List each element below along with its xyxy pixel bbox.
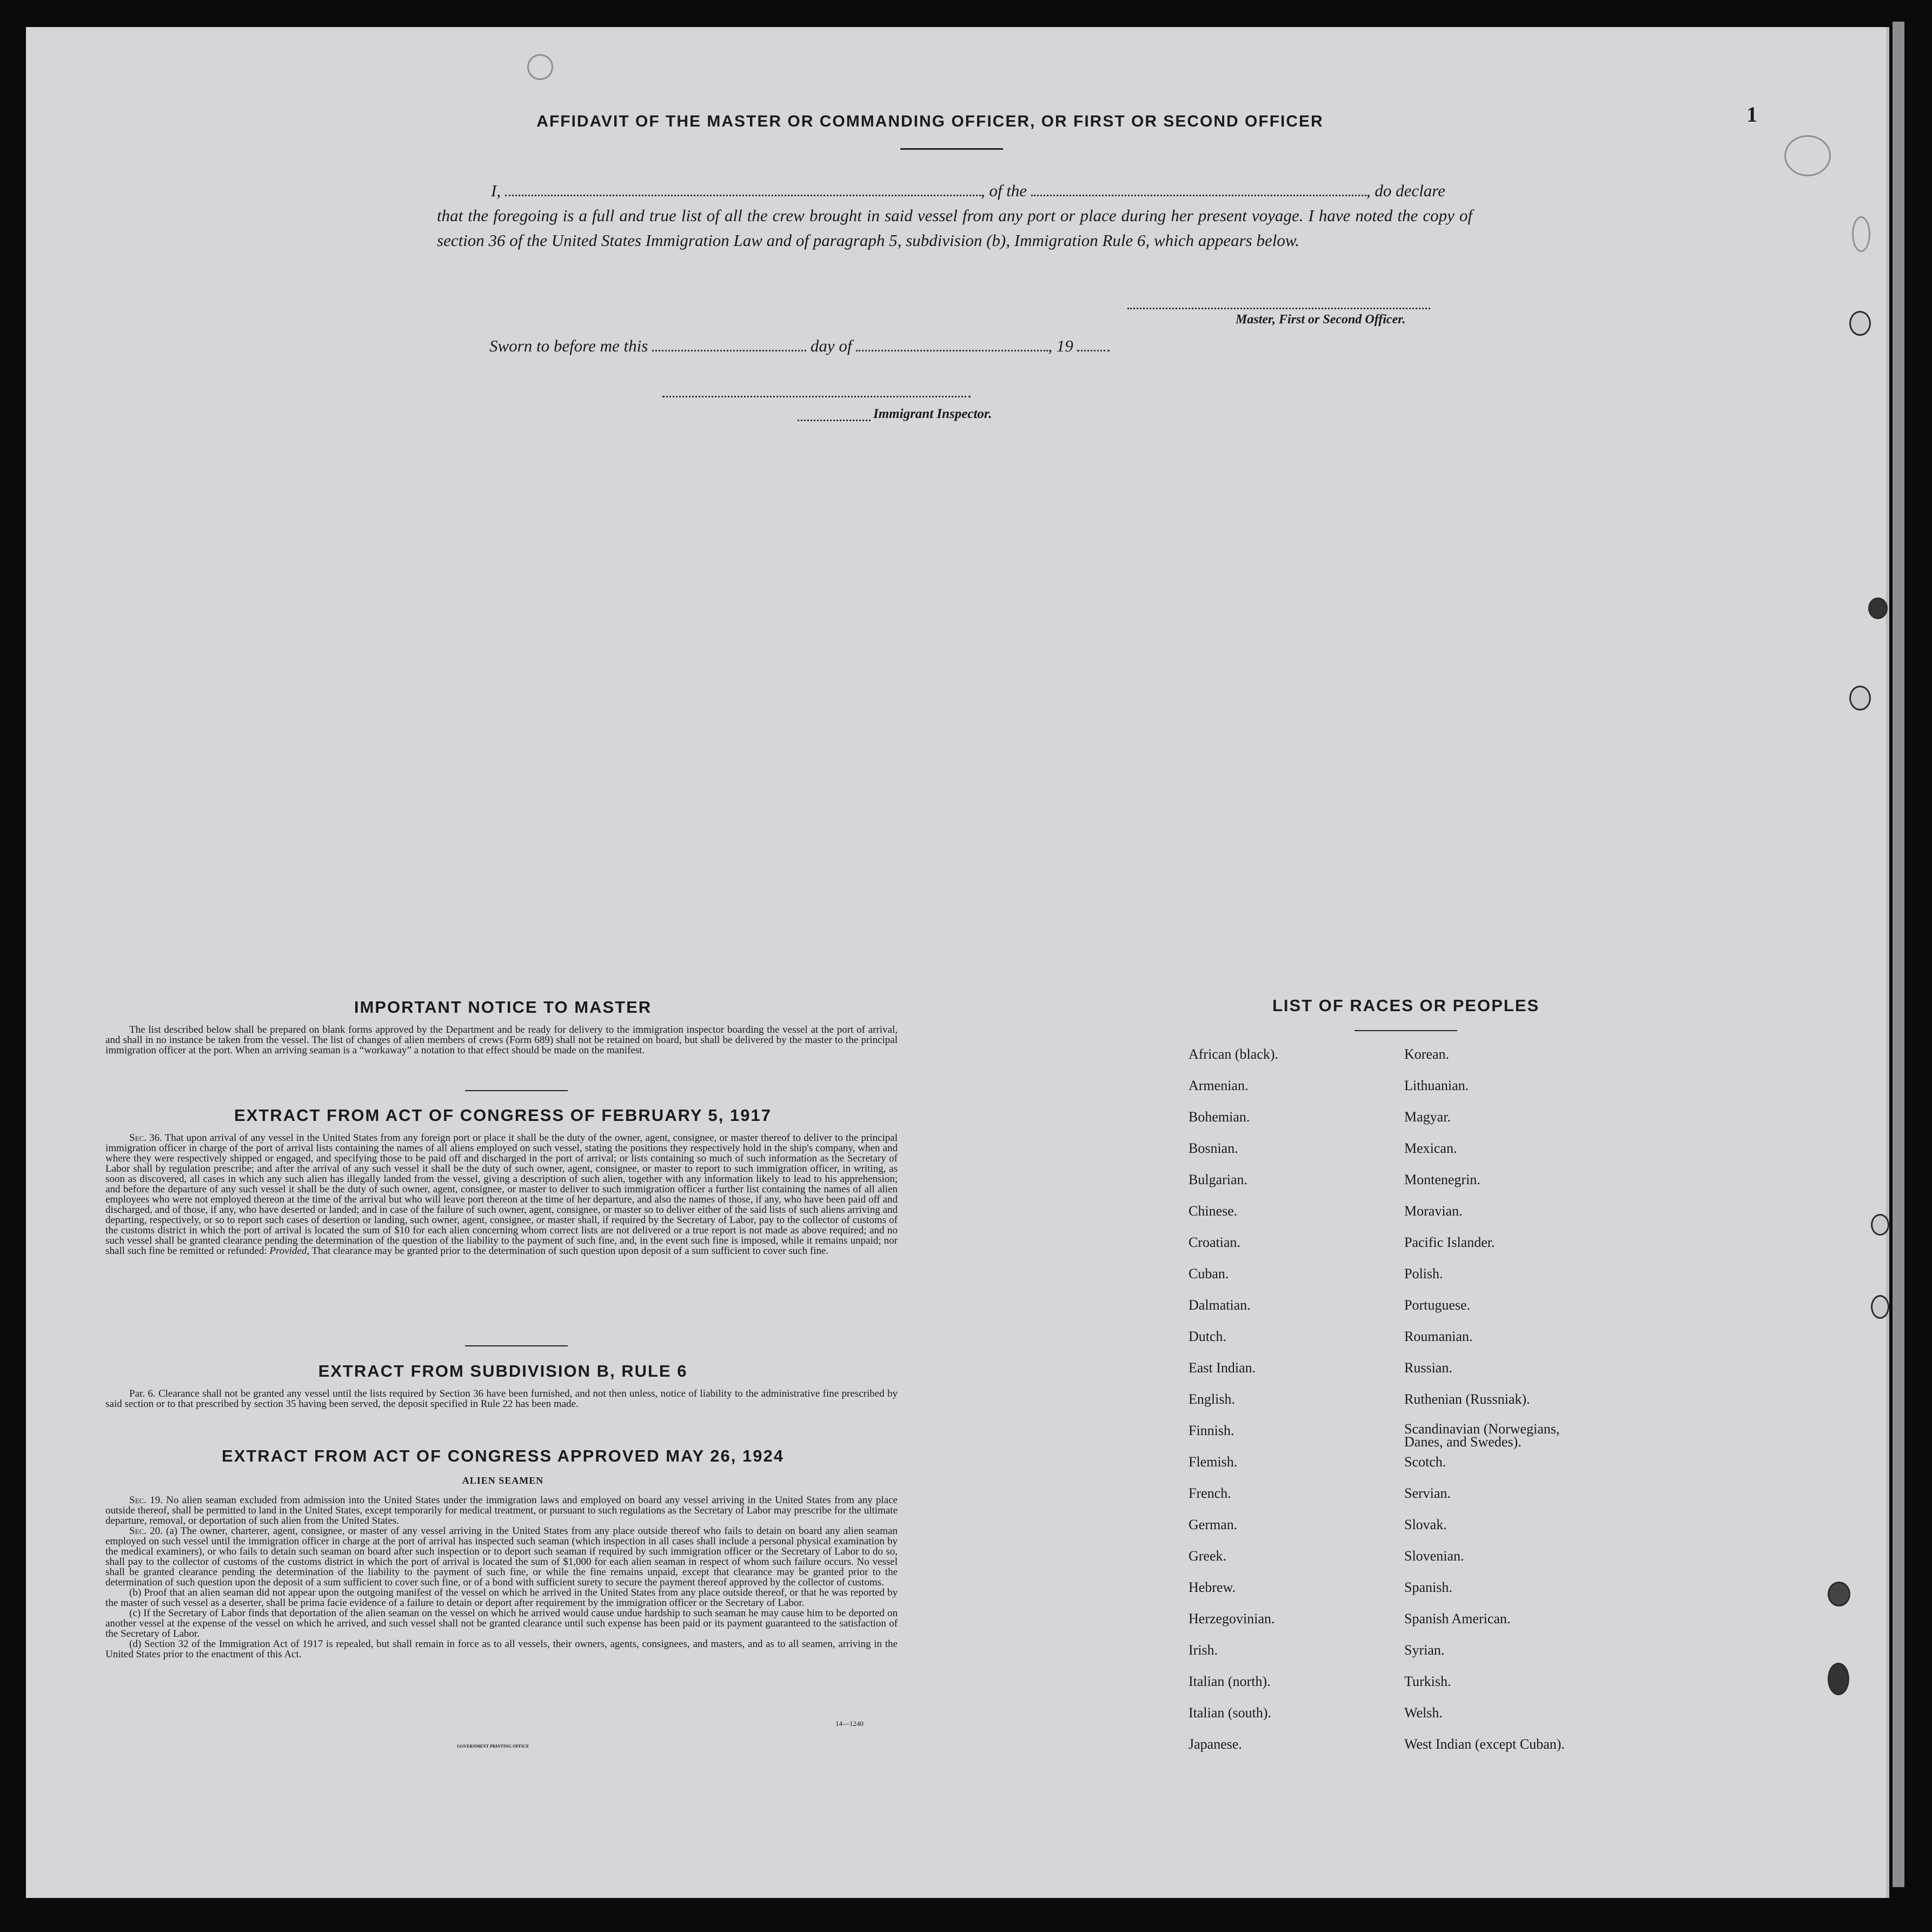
rule6-title: EXTRACT FROM SUBDIVISION B, RULE 6 xyxy=(318,1362,688,1380)
inspector-signature-lead xyxy=(798,417,871,421)
race-item: Scotch. xyxy=(1404,1454,1446,1470)
punch-hole xyxy=(1828,1582,1850,1606)
race-item: African (black). xyxy=(1189,1046,1279,1062)
punch-hole xyxy=(1871,1295,1889,1319)
punch-hole xyxy=(1828,1663,1849,1695)
sec20d-paragraph: (d) Section 32 of the Immigration Act of 1917 is repealed, but shall remain in force as to all vessels, their owners, agents, consignees, and masters, and as to all seamen, arriving in the United States prior to the enactment of this Act. xyxy=(105,1638,898,1660)
alien-seamen-subtitle: ALIEN SEAMEN xyxy=(462,1475,544,1486)
proviso-body: That clearance may be granted prior to the determination of such question upon deposit of a sum sufficient to cover such fine. xyxy=(311,1245,829,1257)
race-item: Turkish. xyxy=(1404,1674,1451,1689)
race-item: Bohemian. xyxy=(1189,1109,1250,1125)
race-item: Servian. xyxy=(1404,1485,1451,1501)
sec20c-paragraph: (c) If the Secretary of Labor finds that deportation of the alien seaman on the vessel on which he arrived would cause undue hardship to such seaman he may cause him to be deported on another vessel at the expense of the vessel on which he arrived, and such vessel shall not be granted clearance until such expense has been paid or its payment guaranteed to the satisfaction of the Secretary of Labor. xyxy=(105,1608,898,1639)
rule6-text: Par. 6. Clearance shall not be granted any vessel until the lists required by Section 36 have been furnished, and not then unless, notice of liability to the administrative fine prescribed by said section or to that prescribed by section 35 having been served, the deposit specified in Rule 22 has been made. xyxy=(105,1388,898,1410)
races-title: LIST OF RACES OR PEOPLES xyxy=(1272,996,1540,1015)
race-item: Finnish. xyxy=(1189,1423,1234,1438)
sec19-body: No alien seaman excluded from admission into the United States under the immigration laws and employed on board any vessel arriving in the United States from any place outside thereof, shall be permitted to land in the United States, except temporarily for medical treatment, or pursuant to such regulations as the Secretary of Labor may prescribe for the ultimate departure, removal, or deportation of such alien from the United States. xyxy=(105,1495,898,1526)
race-item: Moravian. xyxy=(1404,1203,1463,1219)
race-item: Pacific Islander. xyxy=(1404,1234,1495,1250)
notice-title: IMPORTANT NOTICE TO MASTER xyxy=(354,998,652,1017)
race-item: Scandinavian (Norwegians, Danes, and Swedes). xyxy=(1404,1421,1560,1450)
vessel-name-field[interactable] xyxy=(1031,192,1366,196)
race-item: Lithuanian. xyxy=(1404,1078,1469,1093)
paper-mark xyxy=(1784,135,1831,176)
race-item: Japanese. xyxy=(1189,1736,1242,1752)
race-item: Ruthenian (Russniak). xyxy=(1404,1391,1530,1407)
race-item: Flemish. xyxy=(1189,1454,1238,1470)
race-item: Chinese. xyxy=(1189,1203,1238,1219)
race-item: Greek. xyxy=(1189,1548,1227,1564)
margin-mark: 1 xyxy=(1747,102,1757,127)
paper-mark xyxy=(527,54,553,80)
declarant-of-label: , of the xyxy=(980,181,1027,200)
declarant-prefix: I, xyxy=(491,181,501,200)
declaration-line xyxy=(437,178,1472,203)
race-item: Korean. xyxy=(1404,1046,1450,1062)
race-item: Montenegrin. xyxy=(1404,1172,1480,1187)
race-item: Hebrew. xyxy=(1189,1579,1236,1595)
sec20a-paragraph xyxy=(105,1526,898,1588)
sworn-line xyxy=(489,336,1110,356)
races-right-column xyxy=(1404,1046,1631,1768)
punch-hole xyxy=(1868,597,1888,619)
extract-1924-text xyxy=(105,1495,898,1659)
inspector-signature-field[interactable] xyxy=(662,394,971,397)
sec19-label: Sec. 19. xyxy=(129,1495,163,1506)
sworn-month-field[interactable] xyxy=(856,348,1048,351)
race-item: Italian (north). xyxy=(1189,1674,1271,1689)
races-rule xyxy=(1355,1030,1457,1031)
race-item: Russian. xyxy=(1404,1360,1452,1376)
declarant-name-field[interactable] xyxy=(505,192,981,196)
race-item: Bulgarian. xyxy=(1189,1172,1248,1187)
race-item: French. xyxy=(1189,1485,1231,1501)
race-item: English. xyxy=(1189,1391,1235,1407)
sworn-year-label: , 19 xyxy=(1048,336,1073,355)
race-item: Armenian. xyxy=(1189,1078,1249,1093)
page-edge xyxy=(1893,22,1904,1887)
section-rule xyxy=(465,1345,568,1346)
extract-1917-title: EXTRACT FROM ACT OF CONGRESS OF FEBRUARY 5, 1917 xyxy=(234,1106,772,1125)
sworn-year-field[interactable] xyxy=(1077,348,1110,351)
race-item: Spanish. xyxy=(1404,1579,1452,1595)
race-item: Magyar. xyxy=(1404,1109,1451,1125)
race-item: Dutch. xyxy=(1189,1329,1227,1344)
race-item: Italian (south). xyxy=(1189,1705,1272,1721)
sec20a-body: (a) The owner, charterer, agent, consignee, or master of any vessel arriving in the United States from any place outside thereof who fails to detain on board any alien seaman employed on such vessel until the immigration officer in charge at the port of arrival has inspected such seaman (which inspection in all cases shall include a personal physical examination by the medical examiners), or who fails to detain such seaman on board after such inspection or to deport such seaman if required by such immigration officer or the Secretary of Labor to do so, shall pay to the collector of customs of the customs district in which the port of arrival is located the sum of $1,000 for each alien seaman in respect of whom such failure occurs. No vessel shall be granted clearance pending the determination of the liability to the payment of such fine, or while the fine remains unpaid, except that clearance may be granted prior to the determination of such question upon the deposit of a sum sufficient to cover such fine, or of a bond with sufficient surety to secure the payment thereof approved by the collector of customs. xyxy=(105,1525,898,1588)
title-rule xyxy=(900,148,1003,150)
declare-label: , do declare xyxy=(1366,181,1445,200)
punch-hole xyxy=(1849,311,1871,336)
punch-hole xyxy=(1849,686,1871,711)
form-number: 14—1240 xyxy=(835,1719,864,1728)
notice-text: The list described below shall be prepared on blank forms approved by the Department and be ready for delivery to the immigration inspector boarding the vessel at the port of arrival, and shall in no instance be taken from the vessel. The list of changes of alien members of crews (Form 689) shall not be retained on board, but shall be delivered by the master to the principal immigration officer at the port. When an arriving seaman is a “workaway” a notation to that effect should be made on the manifest. xyxy=(105,1024,898,1056)
race-item: Portuguese. xyxy=(1404,1297,1471,1313)
race-item: East Indian. xyxy=(1189,1360,1256,1376)
race-item: Slovenian. xyxy=(1404,1548,1464,1564)
sec36-body: That upon arrival of any vessel in the United States from any foreign port or place it shall be the duty of the owner, agent, consignee, or master thereof to deliver to the principal immigration officer in charge of the port of arrival lists containing the names of all aliens employed on such vessel, stating the positions they respectively hold in the ship's company, when and where they were respectively shipped or engaged, and specifying those to be paid off and discharged in the port of arrival; or lists containing so much of such information as the Secretary of Labor shall by regulation prescribe; and after the arrival of any such vessel it shall be the duty of such owner, agent, consignee, or master to report to such immigration officer, in writing, as soon as discovered, all cases in which any such alien has illegally landed from the vessel, giving a description of such alien, together with any information likely to lead to his apprehension; and before the departure of any such vessel it shall be the duty of such owner, agent, consignee, or master to deliver to such immigration officer a further list containing the names of all alien employees who were not employed thereon at the time of the arrival but who will leave port thereon at the time of her departure, and also the names of those, if any, who have been paid off and discharged, and of those, if any, who have deserted or landed; and in case of the failure of such owner, agent, consignee, or master so to deliver either of the said lists of such aliens arriving and departing, respectively, or so to report such cases of desertion or landing, such owner, agent, consignee, or master shall, if required by the Secretary of Labor, pay to the collector of customs of the customs district in which the port of arrival is located the sum of $10 for each alien concerning whom correct lists are not delivered or a true report is not made as above required; and no such vessel shall be granted clearance pending the determination of the question of the liability to the payment of such fine, and, in the event such fine is imposed, while it remains unpaid; nor shall such fine be remitted or refunded: xyxy=(105,1132,898,1257)
sec20b-paragraph: (b) Proof that an alien seaman did not appear upon the outgoing manifest of the vessel on which he arrived in the United States from any place outside thereof, or that he was reported by the master of such vessel as a deserter, shall be prima facie evidence of a failure to detain or deport after requirement by the immigration officer or the Secretary of Labor. xyxy=(105,1587,898,1609)
race-item: Mexican. xyxy=(1404,1140,1457,1156)
officer-signature-field[interactable] xyxy=(1127,306,1430,309)
races-left-column xyxy=(1189,1046,1394,1768)
race-item: Welsh. xyxy=(1404,1705,1443,1721)
proviso-label: Provided, xyxy=(269,1245,310,1257)
sec19-paragraph xyxy=(105,1495,898,1526)
officer-signature-label: Master, First or Second Officer. xyxy=(1236,313,1406,327)
section-rule xyxy=(465,1090,568,1091)
sworn-day-of-label: day of xyxy=(810,336,852,355)
race-item: Herzegovinian. xyxy=(1189,1611,1275,1626)
sworn-label: Sworn to before me this xyxy=(489,336,648,355)
race-item: Polish. xyxy=(1404,1266,1443,1282)
paper-mark xyxy=(1852,216,1870,252)
sec36-label: Sec. 36. xyxy=(129,1132,162,1144)
race-item: West Indian (except Cuban). xyxy=(1404,1736,1565,1752)
race-item: Dalmatian. xyxy=(1189,1297,1251,1313)
inspector-label: Immigrant Inspector. xyxy=(873,407,992,421)
affidavit-title: AFFIDAVIT OF THE MASTER OR COMMANDING OFFICER, OR FIRST OR SECOND OFFICER xyxy=(536,112,1324,130)
race-item: Croatian. xyxy=(1189,1234,1241,1250)
race-item: Roumanian. xyxy=(1404,1329,1473,1344)
race-item: Cuban. xyxy=(1189,1266,1229,1282)
printer-imprint: GOVERNMENT PRINTING OFFICE xyxy=(457,1744,529,1749)
extract-1917-text xyxy=(105,1133,898,1256)
punch-hole xyxy=(1871,1214,1889,1236)
sworn-day-field[interactable] xyxy=(652,348,806,351)
declaration-body: that the foregoing is a full and true list of all the crew brought in said vessel from any port or place during her present voyage. I have noted the copy of section 36 of the United States Immigration Law and of paragraph 5, subdivision (b), Immigration Rule 6, which appears below. xyxy=(437,206,1472,250)
race-item: Spanish American. xyxy=(1404,1611,1511,1626)
race-item: Irish. xyxy=(1189,1642,1218,1658)
affidavit-declaration xyxy=(437,178,1472,253)
race-item: Bosnian. xyxy=(1189,1140,1238,1156)
race-item: Slovak. xyxy=(1404,1517,1447,1532)
race-item: Syrian. xyxy=(1404,1642,1445,1658)
extract-1924-title: EXTRACT FROM ACT OF CONGRESS APPROVED MAY 26, 1924 xyxy=(222,1446,784,1465)
sec20-label: Sec. 20. xyxy=(129,1525,163,1537)
race-item: German. xyxy=(1189,1517,1238,1532)
